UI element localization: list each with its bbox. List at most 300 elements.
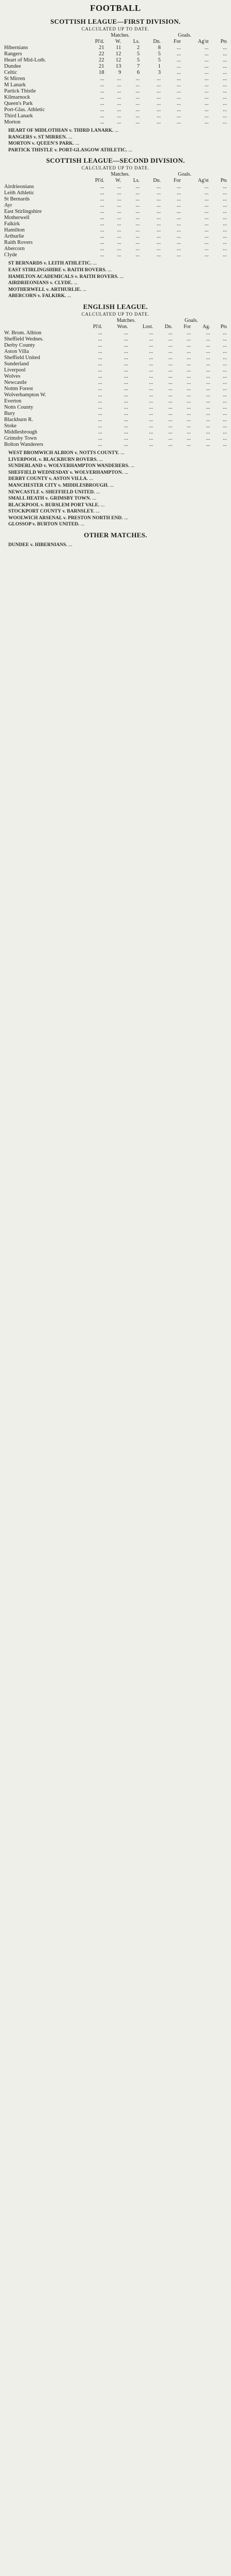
stat-cell: ... xyxy=(177,252,181,258)
match-report-heading: SUNDERLAND v. WOLVERHAMPTON WANDERERS. xyxy=(8,463,130,469)
stat-cell: ... xyxy=(187,423,191,429)
table-row xyxy=(4,203,227,209)
table-row xyxy=(4,51,227,57)
stat-cell: ... xyxy=(177,101,181,106)
stat-cell: ... xyxy=(223,379,227,385)
stat-cell: ... xyxy=(177,227,181,234)
stat-cell: ... xyxy=(204,215,209,221)
stat-cell: ... xyxy=(100,184,104,190)
stat-cell: ... xyxy=(204,190,209,196)
stat-cell: ... xyxy=(223,113,227,119)
stat-cell: ... xyxy=(149,348,153,354)
stat-cell: ... xyxy=(177,240,181,246)
stat-cell: ... xyxy=(187,435,191,441)
stat-cell: ... xyxy=(223,234,227,240)
team-name: Bury xyxy=(4,410,15,416)
team-name: St Bernards xyxy=(4,196,30,203)
stat-cell: ... xyxy=(124,429,128,435)
stat-cell: ... xyxy=(206,441,210,447)
table-row xyxy=(4,76,227,82)
match-report-heading: EAST STIRLINGSHIRE v. RAITH ROVERS. xyxy=(8,267,106,273)
team-name: Wolves xyxy=(4,373,21,379)
match-report xyxy=(4,495,227,502)
stat-cell: ... xyxy=(124,379,128,385)
stat-cell: ... xyxy=(177,95,181,100)
stat-cell: ... xyxy=(204,45,209,51)
stat-cell: ... xyxy=(223,373,227,379)
stat-cell: ... xyxy=(98,410,102,416)
table-row xyxy=(4,246,227,252)
other-matches-section xyxy=(4,531,227,549)
stat-cell: ... xyxy=(157,203,161,209)
stat-cell: ... xyxy=(223,435,227,441)
stat-cell: ... xyxy=(187,361,191,367)
match-report-heading: AIRDRIEONIANS v. CLYDE. xyxy=(8,281,73,286)
table-header-row xyxy=(4,178,227,184)
match-report-text: ... xyxy=(110,482,114,488)
stat-cell: ... xyxy=(204,64,209,69)
team-name: Clyde xyxy=(4,252,18,258)
stat-cell: ... xyxy=(223,361,227,367)
team-name: Derby County xyxy=(4,342,35,348)
stat-cell: ... xyxy=(157,234,161,240)
team-name: Wolverhampton W. xyxy=(4,392,47,398)
stat-cell: ... xyxy=(223,64,227,69)
team-name: Notts County xyxy=(4,404,34,410)
stat-cell: ... xyxy=(149,367,153,373)
column-header: Dn. xyxy=(164,323,173,330)
stat-cell: 21 xyxy=(99,64,104,69)
stat-cell: ... xyxy=(135,234,140,240)
match-report-text: ... xyxy=(82,286,87,292)
match-report xyxy=(4,267,227,274)
stat-cell: ... xyxy=(168,348,173,354)
stat-cell: ... xyxy=(135,101,140,106)
first-division-section xyxy=(4,18,227,153)
stat-cell: 6 xyxy=(136,70,140,75)
matches-group-header: Matches. xyxy=(111,172,130,178)
stat-cell: ... xyxy=(187,373,191,379)
stat-cell: ... xyxy=(117,113,121,119)
match-report xyxy=(4,515,227,522)
stat-cell: ... xyxy=(98,348,102,354)
stat-cell: 5 xyxy=(158,57,161,63)
goals-group-header: Goals. xyxy=(178,33,192,38)
match-report-heading: SMALL HEATH v. GRIMSBY TOWN. xyxy=(8,496,91,502)
stat-cell: ... xyxy=(206,348,210,354)
masthead: FOOTBALL xyxy=(90,3,141,13)
stat-cell: ... xyxy=(206,385,210,392)
stat-cell: ... xyxy=(204,246,209,252)
stat-cell: ... xyxy=(177,196,181,203)
stat-cell: ... xyxy=(100,240,104,246)
table-header-row xyxy=(4,324,227,330)
match-report-heading: ABERCORN v. FALKIRK. xyxy=(8,293,66,299)
stat-cell: ... xyxy=(177,119,181,125)
team-name: Hamilton xyxy=(4,227,25,234)
match-report-text: ... xyxy=(99,456,103,462)
match-report-heading: STOCKPORT COUNTY v. BARNSLEY. xyxy=(8,509,95,515)
match-report-text: ... xyxy=(96,508,100,515)
stat-cell: ... xyxy=(124,361,128,367)
table-row xyxy=(4,423,227,429)
stat-cell: 5 xyxy=(136,51,140,57)
stat-cell: ... xyxy=(168,410,173,416)
match-report-text: ... xyxy=(124,515,128,521)
stat-cell: ... xyxy=(157,246,161,252)
stat-cell: ... xyxy=(206,404,210,410)
stat-cell: ... xyxy=(187,385,191,392)
stat-cell: ... xyxy=(117,82,121,88)
stat-cell: ... xyxy=(157,88,161,94)
stat-cell: ... xyxy=(100,190,104,196)
stat-cell: ... xyxy=(135,107,140,113)
column-header: Pts xyxy=(220,39,227,44)
stat-cell: ... xyxy=(187,354,191,361)
column-header: Won. xyxy=(117,323,128,330)
match-report-text: ... xyxy=(120,449,125,456)
team-name: Sheffield Wednes. xyxy=(4,336,44,342)
stat-cell: ... xyxy=(204,113,209,119)
stat-cell: ... xyxy=(168,342,173,348)
stat-cell: ... xyxy=(157,113,161,119)
stat-cell: ... xyxy=(223,252,227,258)
table-row xyxy=(4,405,227,411)
stat-cell: ... xyxy=(98,404,102,410)
table-row xyxy=(4,209,227,215)
stat-cell: ... xyxy=(100,88,104,94)
table-row xyxy=(4,215,227,221)
match-report-heading: WEST BROMWICH ALBION v. NOTTS COUNTY. xyxy=(8,450,119,456)
table-header-group-row xyxy=(4,318,227,324)
stat-cell: ... xyxy=(187,392,191,398)
stat-cell: ... xyxy=(223,429,227,435)
stat-cell: ... xyxy=(206,330,210,336)
stat-cell: ... xyxy=(177,203,181,209)
stat-cell: ... xyxy=(98,392,102,398)
stat-cell: ... xyxy=(157,119,161,125)
stat-cell: ... xyxy=(223,404,227,410)
stat-cell: ... xyxy=(135,209,140,215)
match-report xyxy=(4,542,227,549)
stat-cell: ... xyxy=(187,398,191,404)
matches-group-header: Matches. xyxy=(111,33,130,38)
stat-cell: ... xyxy=(223,215,227,221)
stat-cell: ... xyxy=(168,435,173,441)
stat-cell: ... xyxy=(124,367,128,373)
stat-cell: ... xyxy=(149,410,153,416)
stat-cell: ... xyxy=(187,348,191,354)
stat-cell: ... xyxy=(157,95,161,100)
stat-cell: ... xyxy=(177,215,181,221)
stat-cell: ... xyxy=(187,441,191,447)
stat-cell: ... xyxy=(204,209,209,215)
team-name: M Lanark xyxy=(4,82,26,88)
stat-cell: ... xyxy=(168,385,173,392)
stat-cell: ... xyxy=(100,113,104,119)
stat-cell: ... xyxy=(135,203,140,209)
team-name: St Mirren xyxy=(4,76,25,82)
match-report-text: ... xyxy=(107,267,112,273)
column-header: Ag. xyxy=(202,323,210,330)
stat-cell: ... xyxy=(98,361,102,367)
stat-cell: 12 xyxy=(115,57,121,63)
stat-cell: ... xyxy=(117,203,121,209)
column-header: Pts xyxy=(220,178,227,184)
stat-cell: ... xyxy=(98,373,102,379)
stat-cell: ... xyxy=(149,416,153,423)
stat-cell: ... xyxy=(206,336,210,342)
stat-cell: ... xyxy=(168,336,173,342)
stat-cell: ... xyxy=(177,107,181,113)
team-name: Heart of Mid-Loth. xyxy=(4,57,46,63)
table-row xyxy=(4,380,227,386)
match-report-text: ... xyxy=(68,542,73,548)
stat-cell: ... xyxy=(98,423,102,429)
stat-cell: ... xyxy=(98,398,102,404)
team-name: Ayr xyxy=(4,203,12,209)
stat-cell: ... xyxy=(223,76,227,82)
stat-cell: ... xyxy=(124,373,128,379)
stat-cell: 8 xyxy=(158,45,161,51)
column-header: Pl'd. xyxy=(95,178,104,184)
match-report-text: ... xyxy=(89,476,94,482)
stat-cell: ... xyxy=(223,336,227,342)
stat-cell: ... xyxy=(124,410,128,416)
stat-cell: ... xyxy=(100,196,104,203)
table-row xyxy=(4,411,227,417)
stat-cell: ... xyxy=(168,416,173,423)
english-league-section xyxy=(4,303,227,528)
stat-cell: ... xyxy=(98,435,102,441)
stat-cell: 21 xyxy=(99,45,104,51)
stat-cell: ... xyxy=(204,221,209,227)
stat-cell: ... xyxy=(204,184,209,190)
match-report-text: ... xyxy=(124,469,128,475)
stat-cell: ... xyxy=(100,76,104,82)
match-report xyxy=(4,463,227,470)
stat-cell: ... xyxy=(204,240,209,246)
section-title: SCOTTISH LEAGUE—FIRST DIVISION. xyxy=(50,18,181,25)
stat-cell: ... xyxy=(204,234,209,240)
column-header: For xyxy=(174,178,181,184)
stat-cell: ... xyxy=(98,416,102,423)
table-row xyxy=(4,113,227,119)
stat-cell: ... xyxy=(135,95,140,100)
stat-cell: ... xyxy=(135,215,140,221)
table-row xyxy=(4,101,227,107)
stat-cell: ... xyxy=(204,76,209,82)
stat-cell: ... xyxy=(157,107,161,113)
stat-cell: ... xyxy=(149,354,153,361)
stat-cell: 11 xyxy=(116,45,121,51)
stat-cell: ... xyxy=(149,361,153,367)
stat-cell: ... xyxy=(177,64,181,69)
table-row xyxy=(4,436,227,442)
stat-cell: ... xyxy=(206,410,210,416)
stat-cell: ... xyxy=(223,240,227,246)
stat-cell: ... xyxy=(100,101,104,106)
table-row xyxy=(4,234,227,240)
match-report xyxy=(4,489,227,496)
stat-cell: 13 xyxy=(115,64,121,69)
stat-cell: ... xyxy=(168,361,173,367)
stat-cell: ... xyxy=(206,367,210,373)
stat-cell: ... xyxy=(223,227,227,234)
stat-cell: ... xyxy=(98,354,102,361)
table-row xyxy=(4,386,227,392)
stat-cell: ... xyxy=(98,379,102,385)
stat-cell: ... xyxy=(124,342,128,348)
stat-cell: ... xyxy=(177,51,181,57)
stat-cell: ... xyxy=(149,441,153,447)
column-header: W. xyxy=(115,178,121,184)
stat-cell: ... xyxy=(135,119,140,125)
stat-cell: ... xyxy=(223,45,227,51)
stat-cell: ... xyxy=(98,336,102,342)
stat-cell: ... xyxy=(177,88,181,94)
table-row xyxy=(4,442,227,448)
stat-cell: ... xyxy=(117,184,121,190)
table-row xyxy=(4,64,227,70)
team-name: Kilmarnock xyxy=(4,95,30,100)
match-report-text: ... xyxy=(92,495,97,502)
team-name: Liverpool xyxy=(4,367,26,373)
stat-cell: 1 xyxy=(158,64,161,69)
stat-cell: ... xyxy=(223,398,227,404)
table-row xyxy=(4,398,227,405)
stat-cell: ... xyxy=(177,221,181,227)
table-row xyxy=(4,374,227,380)
match-report-text: ... xyxy=(73,280,78,286)
table-row xyxy=(4,252,227,258)
stat-cell: ... xyxy=(100,246,104,252)
stat-cell: ... xyxy=(223,57,227,63)
section-subtitle: CALCULATED UP TO DATE. xyxy=(81,165,150,171)
match-report xyxy=(4,274,227,281)
stat-cell: ... xyxy=(117,252,121,258)
stat-cell: ... xyxy=(117,88,121,94)
match-report-heading: MANCHESTER CITY v. MIDDLESBROUGH. xyxy=(8,483,109,488)
column-header: Ls. xyxy=(133,178,140,184)
team-name: Celtic xyxy=(4,70,18,75)
stat-cell: ... xyxy=(117,76,121,82)
stat-cell: ... xyxy=(223,348,227,354)
match-report xyxy=(4,508,227,515)
stat-cell: ... xyxy=(117,190,121,196)
stat-cell: ... xyxy=(206,361,210,367)
stat-cell: ... xyxy=(204,252,209,258)
table-row xyxy=(4,417,227,423)
stat-cell: ... xyxy=(117,95,121,100)
team-name: Leith Athletic xyxy=(4,190,35,196)
stat-cell: 22 xyxy=(99,51,104,57)
stat-cell: ... xyxy=(100,107,104,113)
stat-cell: ... xyxy=(100,95,104,100)
match-report-text: ... xyxy=(128,147,133,153)
stat-cell: ... xyxy=(117,240,121,246)
stat-cell: ... xyxy=(135,113,140,119)
stat-cell: ... xyxy=(98,385,102,392)
stat-cell: ... xyxy=(223,190,227,196)
match-report-heading: DERBY COUNTY v. ASTON VILLA. xyxy=(8,476,88,482)
stat-cell: ... xyxy=(135,227,140,234)
stat-cell: ... xyxy=(223,221,227,227)
stat-cell: ... xyxy=(149,385,153,392)
stat-cell: ... xyxy=(100,252,104,258)
table-header-row xyxy=(4,39,227,45)
match-report xyxy=(4,293,227,300)
table-row xyxy=(4,190,227,196)
stat-cell: ... xyxy=(223,196,227,203)
team-name: Grimsby Town xyxy=(4,435,37,441)
table-row xyxy=(4,95,227,101)
stat-cell: ... xyxy=(223,209,227,215)
stat-cell: ... xyxy=(135,184,140,190)
stat-cell: ... xyxy=(124,423,128,429)
match-report-heading: DUNDEE v. HIBERNIANS. xyxy=(8,542,68,548)
stat-cell: ... xyxy=(100,221,104,227)
table-row xyxy=(4,240,227,246)
stat-cell: ... xyxy=(177,45,181,51)
stat-cell: ... xyxy=(206,379,210,385)
stat-cell: ... xyxy=(204,51,209,57)
stat-cell: ... xyxy=(223,95,227,100)
table-row xyxy=(4,336,227,343)
stat-cell: ... xyxy=(117,234,121,240)
team-name: Middlesbrough xyxy=(4,429,38,435)
stat-cell: ... xyxy=(204,57,209,63)
team-name: Third Lanark xyxy=(4,113,33,119)
match-report-heading: HEART OF MIDLOTHIAN v. THIRD LANARK. xyxy=(8,128,114,133)
team-name: W. Brom. Albion xyxy=(4,330,41,336)
stat-cell: ... xyxy=(135,221,140,227)
table-row xyxy=(4,70,227,76)
stat-cell: ... xyxy=(223,392,227,398)
stat-cell: ... xyxy=(135,82,140,88)
stat-cell: ... xyxy=(135,252,140,258)
stat-cell: ... xyxy=(149,342,153,348)
stat-cell: ... xyxy=(177,82,181,88)
table-row xyxy=(4,184,227,190)
stat-cell: ... xyxy=(124,392,128,398)
stat-cell: ... xyxy=(124,336,128,342)
stat-cell: ... xyxy=(149,429,153,435)
table-header-group-row xyxy=(4,33,227,39)
stat-cell: ... xyxy=(223,385,227,392)
stat-cell: ... xyxy=(223,107,227,113)
match-report xyxy=(4,128,227,134)
match-report-heading: HAMILTON ACADEMICALS v. RAITH ROVERS. xyxy=(8,274,119,280)
match-report-text: ... xyxy=(75,141,80,147)
stat-cell: ... xyxy=(177,70,181,75)
stat-cell: ... xyxy=(157,221,161,227)
stat-cell: ... xyxy=(204,203,209,209)
table-row xyxy=(4,196,227,203)
stat-cell: ... xyxy=(187,342,191,348)
stat-cell: ... xyxy=(187,336,191,342)
stat-cell: ... xyxy=(206,429,210,435)
stat-cell: ... xyxy=(117,196,121,203)
stat-cell: ... xyxy=(100,119,104,125)
stat-cell: ... xyxy=(177,234,181,240)
table-row xyxy=(4,392,227,398)
stat-cell: ... xyxy=(223,330,227,336)
stat-cell: ... xyxy=(117,227,121,234)
stat-cell: ... xyxy=(149,398,153,404)
matches-group-header: Matches. xyxy=(116,317,136,323)
stat-cell: ... xyxy=(124,385,128,392)
